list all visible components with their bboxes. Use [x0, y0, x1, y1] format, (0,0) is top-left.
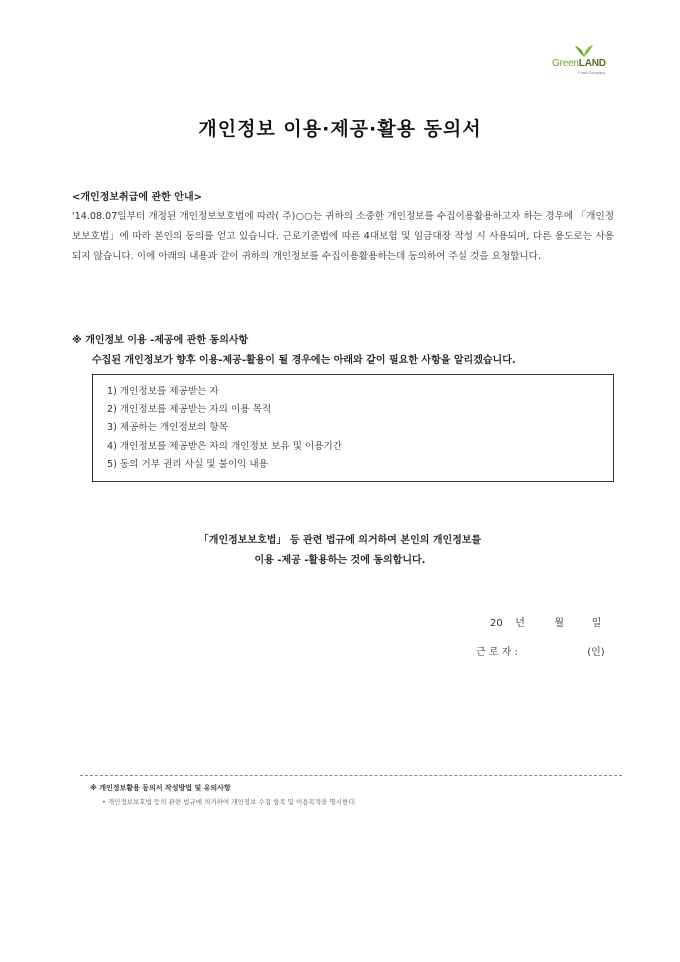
consent-subheading: 수집된 개인정보가 향후 이용-제공-활용이 될 경우에는 아래와 같이 필요한 사항을 알리겠습니다. [92, 355, 516, 366]
date-row [490, 614, 601, 629]
date-month-unit: 월 [554, 618, 565, 629]
brand-tagline: Food Company [578, 70, 606, 75]
document-title: 개인정보 이용·제공·활용 동의서 [198, 118, 482, 140]
footnote-heading: ※ 개인정보활용 동의서 작성방법 및 유의사항 [90, 784, 231, 792]
seal-mark: (인) [587, 647, 605, 658]
brand-wordmark [552, 58, 606, 69]
agreement-line-2: 이용 -제공 -활용하는 것에 동의합니다. [254, 555, 426, 566]
list-item: 2) 개인정보를 제공받는 자의 이용 목적 [107, 404, 272, 416]
footnote-divider [80, 775, 622, 776]
list-item: 1) 개인정보를 제공받는 자 [107, 386, 219, 397]
worker-signature-row [476, 643, 605, 658]
list-item: 3) 제공하는 개인정보의 항목 [107, 422, 228, 434]
guide-heading: <개인정보취급에 관한 안내> [72, 192, 202, 203]
consent-items-list [93, 375, 613, 474]
footnote-body: • 개인정보보호법 등의 관련 법규에 의거하여 개인정보 수집 항목 및 이용목적을 명시한다. [102, 798, 357, 806]
consent-heading: ※ 개인정보 이용 -제공에 관한 동의사항 [72, 335, 249, 346]
leaf-icon [574, 44, 594, 58]
agreement-statement [0, 531, 680, 571]
list-item: 5) 동의 거부 권리 사실 및 불이익 내용 [107, 458, 268, 470]
guide-body: '14.08.07일부터 개정된 개인정보보호법에 따라( 주)○○는 귀하의 소중한 개인정보를 수집이용활용하고자 하는 경우에 「개인정보보호법」에 따라 본인의 동의를 얻고 있습니다. 근로기준법에 따른 4대보험 및 임금대장 작성 시 사용되며, 다른 용도로는 사용되지 않습니다. 이에 아래의 내용과 같이 귀하의 개인정보를 수집이용활용하는데 동의하여 주실 것을 요청합니다. [72, 211, 614, 262]
brand-word-land: LAND [578, 58, 606, 69]
date-year-unit: 년 [515, 618, 525, 629]
list-item: 4) 개인정보를 제공받은 자의 개인정보 보유 및 이용기간 [107, 440, 343, 452]
consent-items-box [92, 374, 614, 482]
brand-word-green: Green [552, 58, 579, 69]
date-year: 20 [490, 618, 503, 629]
brand-logo [552, 46, 616, 76]
date-day-unit: 일 [591, 618, 602, 629]
agreement-line-1: 「개인정보보호법」 등 관련 법규에 의거하여 본인의 개인정보를 [198, 535, 482, 546]
worker-label: 근 로 자 : [476, 647, 518, 658]
